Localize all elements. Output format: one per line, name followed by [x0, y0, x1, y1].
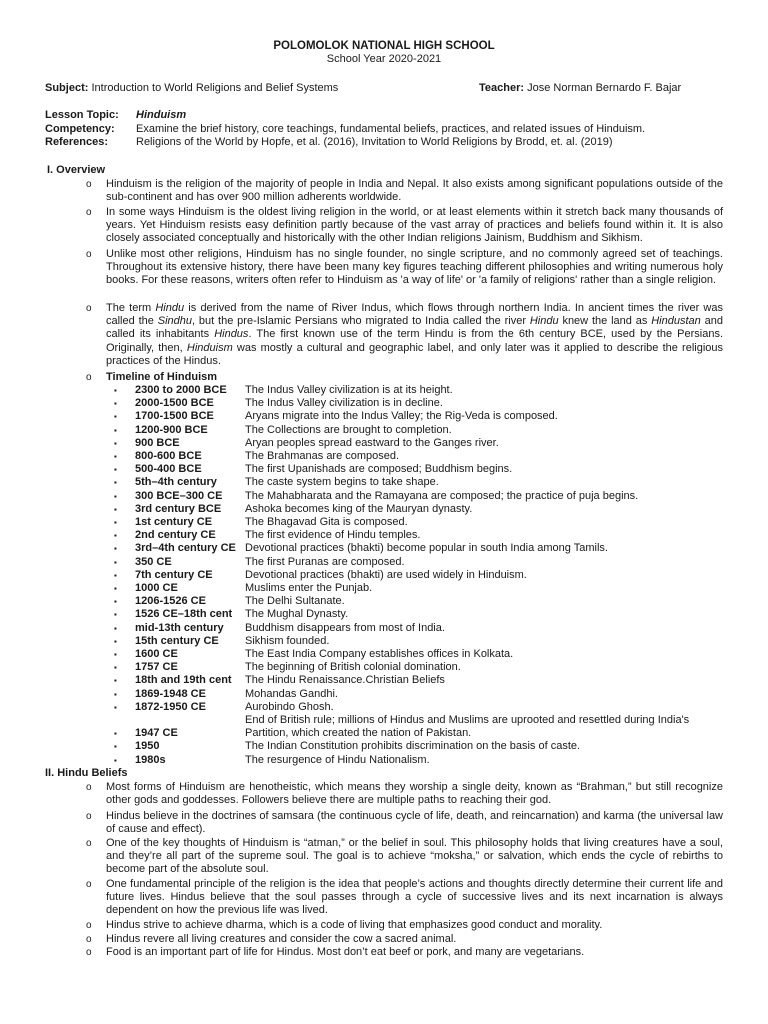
timeline-event: The Indus Valley civilization is in decline. [245, 397, 443, 410]
square-bullet-icon: ▪ [114, 531, 117, 541]
square-bullet-icon: ▪ [114, 504, 117, 514]
timeline-date: 2000-1500 BCE [135, 397, 214, 410]
timeline-date: 3rd century BCE [135, 502, 222, 515]
timeline-date: 1947 CE [135, 727, 178, 739]
square-bullet-icon: ▪ [114, 742, 117, 752]
timeline-event: End of British rule; millions of Hindus and Muslims are uprooted and resettled during India's Partition, which created the nation of Pakistan. [245, 714, 690, 740]
overview-heading: I. Overview [47, 164, 106, 176]
timeline-date: 300 BCE–300 CE [135, 489, 223, 502]
timeline-row [0, 582, 768, 595]
p4-italic-term: Hindu [529, 315, 559, 328]
bullet-o: o [86, 179, 92, 190]
square-bullet-icon: ▪ [114, 623, 117, 633]
belief-item: Hindus strive to achieve dharma, which is a code of living that emphasizes good conduct and morality. [106, 919, 603, 931]
square-bullet-icon: ▪ [114, 518, 117, 527]
subject-row [45, 82, 735, 95]
square-bullet-icon: ▪ [114, 610, 117, 620]
timeline-event: Ashoka becomes king of the Mauryan dynasty. [245, 502, 473, 515]
square-bullet-icon: ▪ [114, 544, 117, 554]
timeline-row [0, 410, 768, 423]
timeline-event: The Mughal Dynasty. [245, 608, 349, 621]
p4-text: and called its inhabitants [106, 315, 723, 341]
timeline-event: The Hindu Renaissance.Christian Beliefs [245, 674, 445, 687]
timeline-row [0, 661, 768, 674]
timeline-date: 2300 to 2000 BCE [135, 384, 227, 396]
timeline-row [0, 397, 768, 410]
square-bullet-icon: ▪ [114, 663, 117, 673]
timeline-date: 900 BCE [135, 436, 180, 449]
timeline-event: The Indian Constitution prohibits discrimination on the basis of caste. [245, 740, 581, 753]
bullet-o: o [86, 207, 92, 218]
timeline-row [0, 437, 768, 450]
square-bullet-icon: ▪ [114, 597, 117, 607]
timeline-event: Aryans migrate into the Indus Valley; the Rig-Veda is composed. [245, 410, 558, 423]
timeline-row [0, 490, 768, 503]
timeline-row [0, 424, 768, 437]
school-name: POLOMOLOK NATIONAL HIGH SCHOOL [273, 40, 495, 52]
competency-label: Competency: [45, 123, 115, 135]
p4-italic-term: Hindu [155, 302, 185, 314]
square-bullet-icon: ▪ [114, 689, 117, 699]
timeline-row [0, 714, 768, 740]
timeline-row [0, 516, 768, 529]
timeline-event: Mohandas Gandhi. [245, 687, 338, 700]
p4-text: The term [106, 302, 156, 314]
teacher-block [479, 82, 681, 95]
belief-item: One of the key thoughts of Hinduism is “atman,” or the belief in soul. This philosophy holds that living creatures have a soul, and they’re all part of the supreme soul. The goal is to achieve “moksha,” or salvation, which ends the cycle of rebirths to become part of the absolute soul. [106, 837, 723, 876]
timeline-event: Muslims enter the Punjab. [245, 582, 373, 594]
belief-item: Hindus believe in the doctrines of samsara (the continuous cycle of life, death, and reincarnation) and karma (the universal law of cause and effect). [106, 810, 723, 836]
belief-item: Food is an important part of life for Hindus. Most don’t eat beef or pork, and many are vegetarians. [106, 946, 585, 958]
timeline-row [0, 384, 768, 397]
square-bullet-icon: ▪ [114, 570, 117, 580]
timeline-date: 1206-1526 CE [135, 595, 206, 608]
timeline-row [0, 754, 768, 767]
timeline-row [0, 529, 768, 542]
bullet-o: o [86, 934, 92, 945]
timeline-date: 3rd–4th century CE [135, 542, 236, 555]
overview-paragraph-3: Unlike most other religions, Hinduism has no single founder, no single scripture, and no commonly agreed set of teachings. Throughout its extensive history, there have been many key figures teaching different philosophies and writing numerous holy books. For these reasons, writers often refer to Hinduism as 'a way of life' or 'a family of religions' rather than a single religion. [106, 248, 723, 287]
timeline-date: 2nd century CE [135, 529, 216, 542]
timeline-date: 1872-1950 CE [135, 700, 206, 713]
square-bullet-icon: ▪ [114, 399, 117, 409]
square-bullet-icon: ▪ [114, 676, 117, 686]
square-bullet-icon: ▪ [114, 386, 117, 395]
timeline-event: The Collections are brought to completion. [245, 423, 452, 436]
bullet-o: o [86, 372, 92, 383]
square-bullet-icon: ▪ [114, 702, 117, 712]
timeline-row [0, 622, 768, 635]
timeline-date: 1200-900 BCE [135, 423, 208, 436]
overview-paragraph-1: Hinduism is the religion of the majority of people in India and Nepal. It also exists among significant populations outside of the sub-continent and has over 900 million adherents worldwide. [106, 178, 723, 204]
p4-text: was mostly a cultural and geographic label, and only later was it applied to describe the religious practices of the Hindus. [106, 341, 723, 367]
square-bullet-icon: ▪ [114, 452, 117, 461]
subject-label: Subject: [45, 82, 89, 94]
square-bullet-icon: ▪ [114, 438, 117, 448]
competency-value: Examine the brief history, core teachings, fundamental beliefs, practices, and related issues of Hinduism. [136, 123, 646, 135]
timeline-event: The first Upanishads are composed; Buddhism begins. [245, 463, 513, 476]
timeline-heading: Timeline of Hinduism [106, 371, 218, 383]
timeline-row [0, 674, 768, 687]
timeline-date: 350 CE [135, 555, 172, 568]
timeline-date: 1757 CE [135, 661, 178, 674]
timeline-event: Buddhism disappears from most of India. [245, 621, 445, 634]
references-value: Religions of the World by Hopfe, et al. (2016), Invitation to World Religions by Brodd, et. al. (2019) [136, 136, 613, 148]
timeline-row [0, 595, 768, 608]
timeline-date: 7th century CE [135, 568, 213, 581]
timeline-event: The Indus Valley civilization is at its height. [245, 384, 453, 396]
timeline-row [0, 476, 768, 489]
timeline-event: The resurgence of Hindu Nationalism. [245, 753, 430, 766]
timeline-date: 500-400 BCE [135, 463, 202, 476]
timeline-event: The first Puranas are composed. [245, 555, 405, 568]
square-bullet-icon: ▪ [114, 478, 117, 488]
p4-italic-term: Hinduism [186, 341, 233, 354]
beliefs-heading: II. Hindu Beliefs [45, 767, 128, 779]
timeline-date: 1000 CE [135, 582, 178, 594]
timeline-date: 1869-1948 CE [135, 687, 206, 700]
timeline-event: The Brahmanas are composed. [245, 450, 400, 462]
timeline-event: The East India Company establishes offices in Kolkata. [245, 648, 514, 660]
school-year: School Year 2020-2021 [326, 53, 442, 65]
timeline-event: The caste system begins to take shape. [245, 476, 439, 489]
p4-text: , but the pre-Islamic Persians who migrated to India called the river [192, 315, 530, 328]
p4-italic-term: Hindus [214, 328, 249, 341]
timeline-date: 1600 CE [135, 648, 178, 660]
belief-item: Hindus revere all living creatures and consider the cow a sacred animal. [106, 933, 457, 945]
timeline-row [0, 569, 768, 582]
p4-italic-term: Hindustan [651, 315, 701, 328]
square-bullet-icon: ▪ [114, 412, 117, 422]
timeline-row [0, 740, 768, 753]
p4-italic-term: Sindhu [157, 315, 192, 328]
bullet-o: o [86, 947, 92, 958]
timeline-row [0, 648, 768, 661]
timeline-row [0, 450, 768, 463]
square-bullet-icon: ▪ [114, 465, 117, 475]
timeline-date: 1526 CE–18th cent [135, 608, 233, 621]
timeline-event: The beginning of British colonial domination. [245, 661, 461, 674]
square-bullet-icon: ▪ [114, 557, 117, 567]
timeline-row [0, 688, 768, 701]
bullet-o: o [86, 249, 92, 260]
overview-paragraph-4 [106, 302, 723, 368]
timeline-row [0, 701, 768, 714]
timeline-event: The Delhi Sultanate. [245, 595, 345, 608]
timeline-row [0, 556, 768, 569]
timeline-date: 800-600 BCE [135, 450, 202, 462]
timeline-event: Aryan peoples spread eastward to the Ganges river. [245, 436, 499, 449]
timeline-event: The Bhagavad Gita is composed. [245, 516, 408, 528]
square-bullet-icon: ▪ [114, 636, 117, 646]
timeline-row [0, 503, 768, 516]
timeline-date: 1950 [135, 740, 160, 753]
timeline-row [0, 463, 768, 476]
timeline-event: Devotional practices (bhakti) become popular in south India among Tamils. [245, 542, 608, 555]
timeline-date: 18th and 19th cent [135, 674, 232, 687]
timeline-event: Devotional practices (bhakti) are used widely in Hinduism. [245, 568, 527, 581]
overview-paragraph-2: In some ways Hinduism is the oldest living religion in the world, or at least elements within it stretch back many thousands of years. Yet Hinduism resists easy definition partly because of the vast array of practices and beliefs found within it. It is also closely associated conceptually and historically with the other Indian religions Jainism, Buddhism and Sikhism. [106, 206, 723, 245]
timeline-row [0, 608, 768, 621]
timeline-event: Sikhism founded. [245, 634, 330, 647]
lesson-topic-label: Lesson Topic: [45, 109, 119, 121]
p4-text: is derived from the name of River Indus, which flows through northern India. In ancient times the river was called the [106, 302, 723, 328]
belief-item: One fundamental principle of the religion is the idea that people’s actions and thoughts directly determine their current life and future lives. Hindus believe that the soul passes through a cycle of successive lives and its next incarnation is always dependent on how the previous life was lived. [106, 878, 723, 917]
timeline-row [0, 635, 768, 648]
bullet-o: o [86, 838, 92, 849]
timeline-row [0, 542, 768, 555]
subject-value: Introduction to World Religions and Belief Systems [91, 82, 339, 94]
bullet-o: o [86, 782, 92, 793]
square-bullet-icon: ▪ [114, 491, 117, 501]
bullet-o: o [86, 811, 92, 822]
timeline-event: The Mahabharata and the Ramayana are composed; the practice of puja begins. [245, 489, 639, 502]
teacher-label: Teacher: [479, 82, 525, 94]
square-bullet-icon: ▪ [114, 650, 117, 659]
bullet-o: o [86, 303, 92, 314]
bullet-o: o [86, 920, 92, 931]
teacher-value: Jose Norman Bernardo F. Bajar [527, 82, 682, 94]
timeline-date: 1st century CE [135, 516, 213, 528]
bullet-o: o [86, 879, 92, 890]
square-bullet-icon: ▪ [114, 755, 117, 765]
timeline-date: 15th century CE [135, 634, 219, 647]
timeline-date: 1980s [135, 753, 166, 766]
timeline-date: 1700-1500 BCE [135, 410, 214, 423]
p4-text: knew the land as [558, 315, 652, 328]
timeline-event: Aurobindo Ghosh. [245, 700, 334, 713]
timeline-date: 5th–4th century [135, 476, 217, 489]
lesson-topic-value: Hinduism [136, 109, 187, 121]
square-bullet-icon: ▪ [114, 425, 117, 435]
references-label: References: [45, 136, 108, 148]
timeline-event: The first evidence of Hindu temples. [245, 529, 421, 542]
timeline-date: mid-13th century [135, 621, 224, 634]
square-bullet-icon: ▪ [114, 729, 117, 738]
square-bullet-icon: ▪ [114, 584, 117, 593]
belief-item: Most forms of Hinduism are henotheistic, which means they worship a single deity, known as “Brahman,” but still recognize other gods and goddesses. Followers believe there are multiple paths to reaching their god. [106, 781, 723, 807]
p4-text: . The first known use of the term Hindu is from the 6th century BCE, used by the Persians. Originally, then, [106, 328, 723, 354]
